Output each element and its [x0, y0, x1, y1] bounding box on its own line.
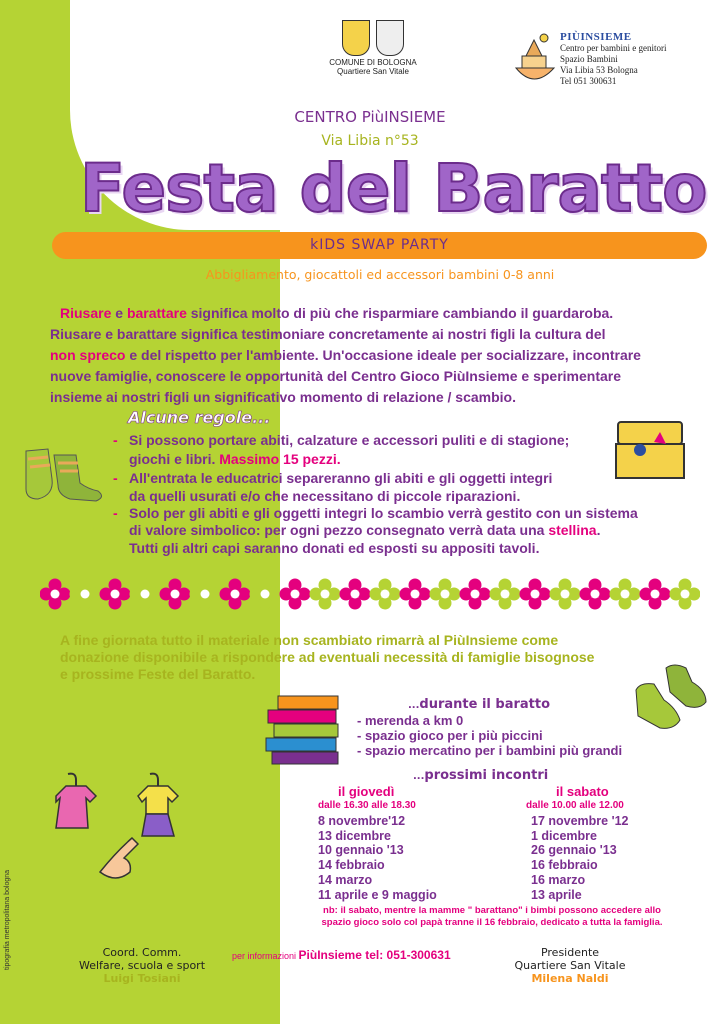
flower-icon: [640, 579, 671, 610]
flower-icon: [100, 579, 131, 610]
flower-icon: [550, 579, 581, 610]
flower-icon: [340, 579, 371, 610]
during-list: [357, 713, 622, 758]
saturday-header: il sabato: [556, 784, 609, 799]
centro-address: Via Libia n°53: [321, 133, 419, 149]
during-title: ...durante il baratto: [408, 697, 551, 712]
saturday-date: 16 febbraio: [531, 858, 598, 873]
rule-2: - All'entrata le educatrici separeranno gli abiti e gli oggetti integri: [113, 470, 553, 486]
clothes-hanger-icon: [46, 772, 196, 887]
books-icon: [262, 690, 350, 775]
thursday-date: 13 dicembre: [318, 828, 391, 843]
saturday-time: dalle 10.00 alle 12.00: [526, 800, 624, 811]
kids-swap-party-banner: kIDS SWAP PARTY: [52, 232, 707, 259]
piu-line-2: Spazio Bambini: [560, 54, 618, 64]
flower-icon: [460, 579, 491, 610]
quartiere-label: Quartiere San Vitale: [337, 67, 409, 76]
saturday-dates: [531, 814, 628, 902]
saturday-date: 1 dicembre: [531, 828, 598, 843]
flower-icon: [130, 579, 161, 610]
flower-icon: [430, 579, 461, 610]
saturday-note: nb: il sabato, mentre la mamme " barattano" i bimbi possono accedere allo spazio gioco solo col papà tranne il 16 febbraio, dedicato a tutta la famiglia.: [321, 905, 663, 928]
noahs-ark-logo-icon: [510, 30, 558, 90]
flower-icon: [70, 579, 101, 610]
thursday-date: 14 febbraio: [318, 858, 385, 873]
during-item-2: - spazio gioco per i più piccini: [357, 728, 543, 743]
during-item-3: - spazio mercatino per i bambini più grandi: [357, 743, 623, 758]
rule-3c: Tutti gli altri capi saranno donati ed esposti su appositi tavoli.: [129, 540, 540, 556]
next-meetings-title: ...prossimi incontri: [413, 768, 549, 783]
intro-line-4: nuove famiglie, conoscere le opportunità del Centro Gioco PiùInsieme e sperimentare: [50, 368, 622, 384]
rule-1: - Si possono portare abiti, calzature e accessori puliti e di stagione;: [113, 432, 570, 448]
flower-divider: [40, 570, 700, 618]
printer-credit: tipografia metropolitana bologna: [4, 869, 11, 970]
centro-name: CENTRO PiùINSIEME: [294, 108, 446, 126]
piu-title: PIÙINSIEME: [560, 31, 632, 43]
piu-line-4: Tel 051 300631: [560, 76, 617, 86]
closing-paragraph: A fine giornata tutto il materiale non scambiato rimarrà al PiùInsieme come donazione disponibile a rispondere ad eventuali necessità di famiglie bisognose e prossime Feste del Baratto.: [60, 632, 595, 682]
rules-title: Alcune regole...: [128, 408, 271, 427]
flower-icon: [280, 579, 311, 610]
footer-left-signature: Coord. Comm. Welfare, scuola e sport Luigi Tosiani: [78, 946, 206, 985]
piu-line-3: Via Libia 53 Bologna: [560, 65, 638, 75]
thursday-dates: [318, 814, 437, 902]
comune-logo-block: [318, 20, 428, 76]
flower-icon: [670, 579, 701, 610]
flower-icon: [490, 579, 521, 610]
saturday-date: 13 aprile: [531, 887, 582, 902]
rule-1b: giochi e libri. Massimo 15 pezzi.: [129, 451, 341, 467]
intro-line-1: Riusare e barattare significa molto di più che risparmiare cambiando il guardaroba.: [60, 305, 614, 321]
intro-line-2: Riusare e barattare significa testimoniare concretamente ai nostri figli la cultura del: [50, 326, 606, 342]
thursday-date: 11 aprile e 9 maggio: [318, 887, 437, 902]
shoes-icon: [630, 660, 710, 740]
thursday-time: dalle 16.30 alle 18.30: [318, 800, 416, 811]
rule-3b: di valore simbolico: per ogni pezzo consegnato verrà data una stellina.: [129, 522, 601, 538]
flower-icon: [400, 579, 431, 610]
thursday-date: 14 marzo: [318, 872, 373, 887]
saturday-date: 17 novembre '12: [531, 814, 629, 828]
tagline: Abbigliamento, giocattoli ed accessori bambini 0-8 anni: [205, 267, 555, 282]
contact-info: per informazioni PiùInsieme tel: 051-300631: [232, 948, 451, 962]
piuinsieme-info: [560, 32, 666, 87]
flower-icon: [40, 579, 71, 610]
thursday-header: il giovedì: [338, 784, 395, 799]
flower-icon: [310, 579, 341, 610]
flower-icon: [580, 579, 611, 610]
saturday-date: 16 marzo: [531, 872, 586, 887]
comune-label: COMUNE DI BOLOGNA: [329, 58, 417, 67]
flower-icon: [190, 579, 221, 610]
intro-line-3: non spreco e del rispetto per l'ambiente. Un'occasione ideale per socializzare, incontrare: [50, 347, 641, 363]
socks-icon: [18, 445, 108, 505]
flower-icon: [520, 579, 551, 610]
during-item-1: - merenda a km 0: [357, 713, 464, 728]
thursday-date: 8 novembre'12: [318, 814, 406, 828]
bologna-crest-icon: [342, 20, 370, 56]
flower-icon: [160, 579, 191, 610]
toy-box-icon: [610, 418, 690, 483]
event-title: Festa del Baratto: [80, 150, 707, 227]
flower-icon: [250, 579, 281, 610]
intro-line-5: insieme ai nostri figli un significativo momento di relazione / scambio.: [50, 389, 516, 405]
flower-icon: [220, 579, 251, 610]
flower-icon: [610, 579, 641, 610]
piu-line-1: Centro per bambini e genitori: [560, 43, 667, 53]
rule-3: - Solo per gli abiti e gli oggetti integri lo scambio verrà gestito con un sistema: [113, 505, 638, 521]
footer-right-signature: Presidente Quartiere San Vitale Milena Naldi: [514, 946, 626, 985]
quartiere-crest-icon: [376, 20, 404, 56]
flower-icon: [370, 579, 401, 610]
saturday-date: 26 gennaio '13: [531, 843, 617, 858]
thursday-date: 10 gennaio '13: [318, 843, 404, 858]
rule-2b: da quelli usurati e/o che necessitano di piccole riparazioni.: [129, 488, 521, 504]
